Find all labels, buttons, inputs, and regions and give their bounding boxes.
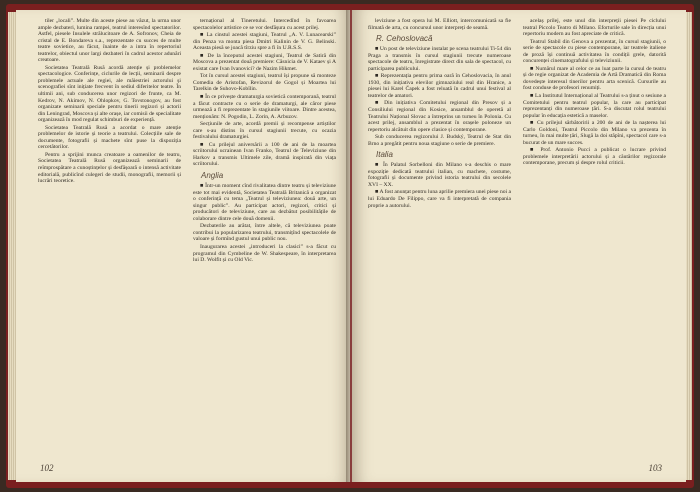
paragraph: ■ Reprezentația pentru prima oară în Cehoslovacia, în anul 1930, din inițiativa elevilor gimnaziului real din Hranice, a piesei lui Karel Čapek a fost reluată în cadrul unui festival al teatrelor de amatori. — [368, 73, 511, 99]
paragraph: ■ Cu prilejul aniversării a 100 de ani de la moartea scriitorului ucrainean Ivan Franko, Teatrul de Televiziune din Harkov a transmis Ultimele zile, dramă inspirată din viața scriitorului. — [193, 141, 336, 168]
paragraph: Inaugurarea acestei „introduceri la clasici” s-a făcut cu programul din Cymbeline de W. Shakespeare, în interpretarea lui D. Wolfit și cu Old Vic. — [193, 243, 336, 264]
section-heading: R. Cehoslovacă — [376, 34, 433, 44]
paragraph: ■ Prof. Antonio Pucci a publicat o lucrare privind problemele interpretării actorului și a căutărilor regizorale contemporane, precum și despre rolul criticii. — [523, 147, 666, 167]
paragraph: ■ Un post de televiziune instalat pe scena teatrului Ti-54 din Praga a transmis în cursul stagiunii trecute numeroase spectacole de teatru, înregistrate direct din sala de spectacol, cu participarea publicului. — [368, 46, 511, 72]
paragraph: ■ La cinstul acestei stagiuni, Teatrul „A. V. Lunacearski” din Penza va monta piesa Dmitri Kalinin de V. G. Belinski. Aceasta piesă se joacă tîrziu spre a fi în U.R.S.S. — [193, 32, 336, 52]
right-page-number: 103 — [648, 463, 662, 473]
paragraph: acelaș prilej, este unul din interpreții piesei Pe ciclului teatral Piccolo Teatro di Milano. Eforturile sale în direcția unui repertoriu modern au fost apreciate de critică. — [523, 18, 666, 38]
right-page — [352, 10, 686, 482]
paragraph: ■ Din inițiativa Comitetului regional din Presov și a Consiliului regional din Kosice, ansamblul de operetă al Teatrului Național Slovac a întreprins un turneu în Polonia. Cu acest prilej, ansamblul a prezentat în orașele poloneze un repertoriu alcătuit din opere clasice și contemporane. — [368, 100, 511, 133]
paragraph: leviziune a fost opera lui M. Elliott, intercomunicată sa fie filmată de arta, cu concursul unor interpreți de seamă. — [368, 18, 511, 31]
paragraph: tiler „locali”. Multe din aceste piese au văzut, la urma unor ample dezbateri, lumina rampei, teatrul interesînd spectatorilor. Astfel, piesele Insulele strălucitoare de A. Sofronov, Cheia de cristal de E. Bondareva s.a., reprezentate cu succes de multe teatre sovietice, au făcut, înainte de a intra în repertoriul teatrelor, obiectul unor largi dezbateri în cadrul acestor adunări creatoare. — [38, 18, 181, 64]
left-page — [16, 10, 350, 482]
section-heading: Italia — [376, 150, 393, 160]
paragraph: ■ În Palatul Sorbelloni din Milano s-a deschis o mare expoziție dedicată teatrului italian, cu machete, costume, fotografii și documente privind istoria teatrului din secolele XVI – XX. — [368, 162, 511, 188]
paragraph: Pentru a sprijini munca creatoare a oamenilor de teatru, Societatea Teatrală Rusă organizează seminarii de reîmprospătare a cunoștințelor și desfășoară o intensă activitate editorială, publicînd culegeri de studii, monografii, memorii și lucrări teoretice. — [38, 151, 181, 185]
paragraph: Teatrul Stabil din Genova a prezentat, în cursul stagiunii, o serie de spectacole cu piese contemporane, iar teatrele italiene de proză își continuă activitatea în condiții grele, datorită concurenței cinematografului și televiziunii. — [523, 38, 666, 65]
left-page-edges — [8, 12, 16, 480]
paragraph: ■ Numărul mare al celor ce au luat parte la cursul de teatru și de regie organizat de Academia de Artă Dramatică din Roma dovedește interesul tinerilor pentru arta scenică. Cursurile au fost conduse de profesori renumiți. — [523, 65, 666, 92]
paragraph: ■ A fost anunțat pentru luna aprilie premiera unei piese noi a lui Eduardo De Filippo, care va fi interpretată de compania proprie a autorului. — [368, 189, 511, 209]
right-column-1 — [368, 18, 511, 456]
left-column-2 — [193, 18, 336, 456]
paragraph: Dezbaterile au arătat, între altele, că televiziunea poate contribui la popularizarea teatrului, transmițînd spectacolele de valoare și formînd gustul unui public nou. — [193, 223, 336, 243]
paragraph: ternațional al Tineretului. Intercedînd în favoarea spectacolelor artistice ce se vor desfășura cu acest prilej. — [193, 18, 336, 31]
paragraph: ■ În ce privește dramaturgia sovietică contemporană, teatrul a făcut contracte cu o serie de dramaturgi, ale căror piese urmează a fi reprezentate în stagiunile viitoare. Dintre acestea, menționăm: N. Pogodin, L. Zorin, A. Arbuzov. — [193, 94, 336, 120]
paragraph: Societatea Teatrală Rusă a acordat o mare atenție problemelor de istorie și teorie a teatrului. Colecțiile sale de documente, fotografii și machete sînt puse la dispoziția cercetătorilor. — [38, 124, 181, 151]
paragraph: ■ De la începutul acestei stagiuni, Teatrul de Satiră din Moscova a prezentat două premiere: Căsnicia de V. Kataev și A existat care Ivan Ivanovici? de Nazim Hikmet. — [193, 52, 336, 72]
left-column-1 — [38, 18, 181, 456]
open-book — [6, 4, 694, 488]
paragraph: Sub conducerea regizorului J. Budský, Teatrul de Stat din Brno a pregătit pentru noua stagiune o serie de premiere. — [368, 134, 511, 147]
right-page-edges — [686, 12, 692, 480]
section-heading: Anglia — [201, 171, 224, 181]
left-page-number: 102 — [40, 463, 54, 473]
paragraph: ■ La Institutul Internațional al Teatrului s-a ținut o sesiune a Comitetului pentru teatrul popular, la care au participat reprezentanți din numeroase țări. S-a discutat rolul teatrului popular în educația estetică a maselor. — [523, 93, 666, 119]
paragraph: Tot în cursul acestei stagiuni, teatrul își propune să monteze Comedia de Aristofan, Revizorul de Gogol și Moartea lui Tarelkin de Suhovo-Kobîlin. — [193, 73, 336, 93]
right-column-2 — [523, 18, 666, 456]
paragraph: Societatea Teatrală Rusă acordă atenție și problemelor spectacologice. Conferințe, ciclurile de lecții, seminarii despre problemele actuale ale regiei, ale măiestriei actorului și scenografiei sînt inițiate frecvent în sediul diferitelor teatre. În ultimii ani, sub conducerea unor regizori de frunte, ca M. Kedrov, N. Akimov, N. Ohlopkov, G. Tovstonogov, au fost organizate seminarii speciale pentru tinerii regizori și actorii din Leningrad, Moscova și alte orașe, iar comisii de specialitate organizează în mod regulat schimburi de experiență. — [38, 64, 181, 124]
paragraph: ■ Într-un moment cînd rivalitatea dintre teatru și televiziune este tot mai evidentă, Societatea Teatrală Britanică a organizat o conferință cu tema „Teatrul și televiziunea: două arte, un singur public”. Au participat actori, regizori, critici și producători de televiziune, care au dezbătut posibilitățile de colaborare dintre cele două domenii. — [193, 183, 336, 222]
paragraph: Secțiunile de arte, acordă premii și recompense artiștilor care s-au distins în cursul stagiunii trecute, cu ocazia festivalului dramaturgiei. — [193, 121, 336, 141]
paragraph: ■ Cu prilejul sărbătoririi a 200 de ani de la nașterea lui Carlo Goldoni, Teatrul Piccolo din Milano va prezenta în turneu, în mai multe țări, Slugă la doi stăpîni, spectacol care s-a bucurat de un mare succes. — [523, 120, 666, 146]
